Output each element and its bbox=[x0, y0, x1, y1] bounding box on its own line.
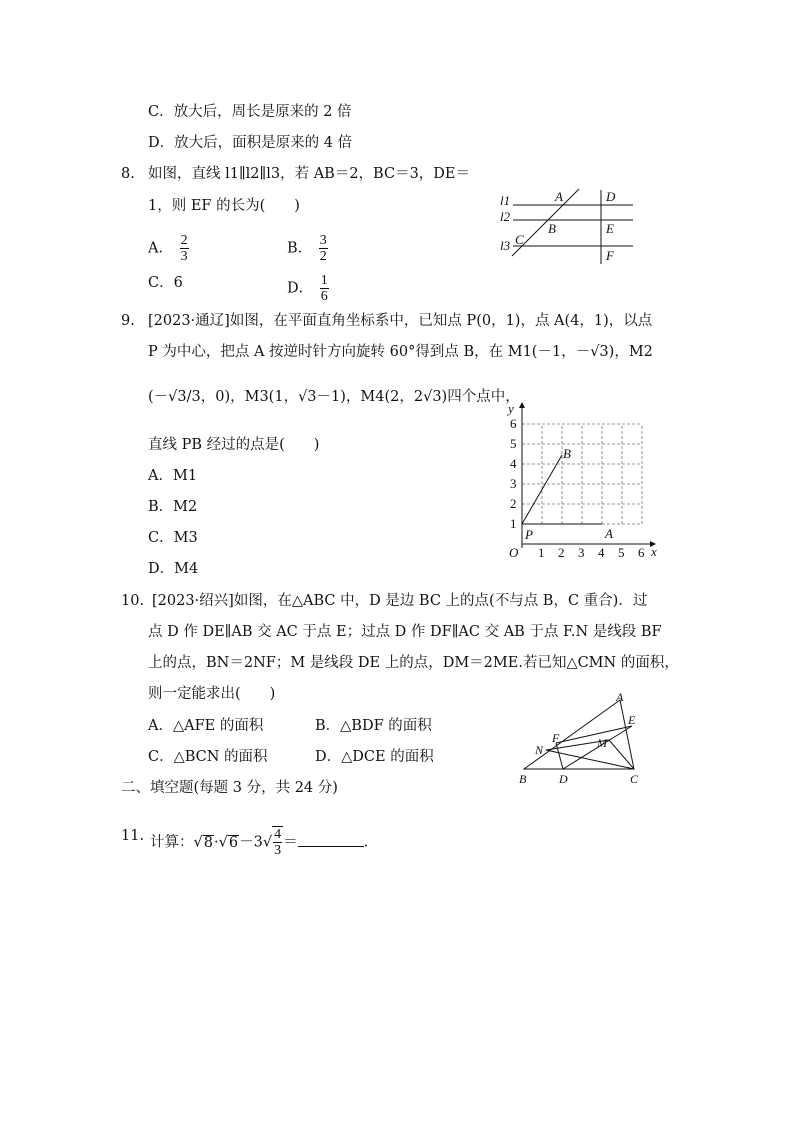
q9-coordinate-graph bbox=[500, 398, 670, 566]
label-c: C bbox=[630, 772, 639, 786]
q9-option-a: A．M1 bbox=[148, 468, 198, 484]
q8-option-d-label: D． bbox=[287, 280, 314, 297]
label-f: F bbox=[552, 731, 560, 745]
q8-option-c-label: C． bbox=[148, 275, 174, 291]
q11-minus: －3 bbox=[239, 834, 263, 851]
section-title-fill-in: 二、填空题(每题 3 分，共 24 分) bbox=[121, 780, 338, 796]
q9-stem-line3: (－√3/3，0)，M3(1，√3－1)，M4(2，2√3)四个点中， bbox=[148, 389, 520, 405]
y-tick-label: 6 bbox=[510, 416, 517, 431]
q11-radical-fraction bbox=[272, 826, 283, 858]
q9-option-d: D．M4 bbox=[148, 561, 199, 577]
q10-stem-line2: 点 D 作 DE∥AB 交 AC 于点 E；过点 D 作 DF∥AC 交 AB 于点 F.N 是线段 BF bbox=[148, 624, 662, 640]
x-tick-label: 3 bbox=[578, 545, 585, 560]
label-a: A bbox=[555, 189, 563, 204]
q9-stem-line4: 直线 PB 经过的点是( ) bbox=[148, 437, 320, 453]
point-a-label: A bbox=[605, 526, 613, 541]
q8-option-a-fraction bbox=[180, 233, 189, 264]
label-l2: l2 bbox=[500, 209, 511, 224]
x-axis-label: x bbox=[651, 544, 657, 559]
q10-option-c: C．△BCN 的面积 bbox=[148, 749, 268, 765]
q10-stem-line1: [2023·绍兴]如图，在△ABC 中，D 是边 BC 上的点(不与点 B，C 重合)．过 bbox=[152, 593, 648, 609]
label-n: N bbox=[535, 743, 544, 757]
q11-answer-blank[interactable] bbox=[298, 834, 364, 847]
q9-stem-line1: [2023·通辽]如图，在平面直角坐标系中，已知点 P(0，1)，点 A(4，1)，以点 bbox=[148, 313, 653, 329]
q8-option-d bbox=[287, 273, 331, 304]
label-l3: l3 bbox=[500, 238, 511, 253]
q7-option-d: D．放大后，面积是原来的 4 倍 bbox=[148, 135, 353, 151]
q8-option-a-denominator: 3 bbox=[180, 249, 188, 264]
label-l1: l1 bbox=[500, 193, 511, 208]
q9-stem-line2: P 为中心，把点 A 按逆时针方向旋转 60°得到点 B，在 M1(－1，－√3)，M2 bbox=[148, 344, 653, 360]
label-b: B bbox=[519, 772, 527, 786]
origin-label: O bbox=[509, 545, 519, 560]
y-tick-label: 3 bbox=[510, 476, 517, 491]
q11-expression: 计算：√8·√6－3√ $\frac{4}{3}$ ＝ . bbox=[150, 827, 369, 858]
label-b: B bbox=[548, 221, 556, 236]
q8-option-d-denominator: 6 bbox=[320, 289, 328, 304]
q8-option-d-fraction bbox=[320, 273, 329, 304]
q8-option-a-label: A． bbox=[148, 240, 173, 257]
y-axis-arrow-icon bbox=[519, 402, 525, 408]
q11-dot: · bbox=[213, 834, 219, 851]
y-tick-label: 5 bbox=[510, 436, 517, 451]
q9-option-b: B．M2 bbox=[148, 499, 198, 515]
q11-radicand-1: 8 bbox=[203, 834, 213, 851]
q11-prefix: 计算： bbox=[150, 834, 194, 851]
q8-option-a bbox=[148, 233, 191, 264]
y-tick-label: 2 bbox=[510, 496, 517, 511]
point-b-label: B bbox=[563, 446, 571, 461]
q8-stem-line1: 如图，直线 l1∥l2∥l3，若 AB＝2，BC＝3，DE＝ bbox=[148, 166, 471, 182]
y-tick-label: 1 bbox=[510, 516, 517, 531]
segment-df bbox=[556, 743, 563, 769]
segment-nc bbox=[546, 750, 634, 769]
q11-number: 11. bbox=[121, 828, 145, 844]
x-tick-label: 1 bbox=[538, 545, 545, 560]
q10-number: 10. bbox=[121, 593, 145, 609]
segment-fe bbox=[556, 726, 632, 743]
y-tick-label: 4 bbox=[510, 456, 517, 471]
q10-stem-line3: 上的点，BN＝2NF；M 是线段 DE 上的点，DM＝2ME.若已知△CMN 的面积， bbox=[148, 655, 679, 671]
q11-frac-denominator: 3 bbox=[274, 843, 282, 858]
x-tick-label: 6 bbox=[638, 545, 645, 560]
q9-number: 9. bbox=[121, 313, 135, 329]
label-m: M bbox=[597, 736, 607, 750]
q7-option-c: C．放大后，周长是原来的 2 倍 bbox=[148, 104, 352, 120]
y-axis-label: y bbox=[508, 401, 514, 416]
q8-option-a-numerator: 2 bbox=[180, 233, 188, 248]
q10-triangle-figure bbox=[510, 690, 660, 788]
q8-option-c-value: 6 bbox=[173, 275, 183, 291]
label-d: D bbox=[559, 772, 568, 786]
q8-option-b bbox=[287, 233, 330, 264]
q11-radicand-2: 6 bbox=[228, 834, 239, 851]
label-e: E bbox=[606, 221, 614, 236]
q8-option-b-numerator: 3 bbox=[319, 233, 327, 248]
q11-frac-numerator: 4 bbox=[274, 827, 282, 842]
q8-option-d-numerator: 1 bbox=[320, 273, 328, 288]
q10-option-d: D．△DCE 的面积 bbox=[315, 749, 434, 765]
q8-option-b-fraction bbox=[319, 233, 328, 264]
q8-option-b-label: B． bbox=[287, 240, 313, 257]
label-a: A bbox=[616, 690, 624, 704]
q10-option-a: A．△AFE 的面积 bbox=[148, 718, 264, 734]
label-d: D bbox=[606, 189, 616, 204]
q8-number: 8. bbox=[121, 166, 135, 182]
q8-option-c bbox=[148, 273, 183, 293]
label-c: C bbox=[515, 232, 524, 247]
q10-option-b: B．△BDF 的面积 bbox=[315, 718, 432, 734]
label-f: F bbox=[606, 248, 614, 263]
point-p-label: P bbox=[525, 527, 533, 542]
label-e: E bbox=[628, 713, 636, 727]
q10-stem-line4: 则一定能求出( ) bbox=[148, 686, 276, 702]
grid-lines bbox=[522, 424, 642, 524]
x-tick-label: 5 bbox=[618, 545, 625, 560]
q9-option-c: C．M3 bbox=[148, 530, 198, 546]
q8-parallel-lines-figure bbox=[495, 184, 640, 268]
q11-equals: ＝ bbox=[283, 834, 298, 851]
q8-option-b-denominator: 2 bbox=[319, 249, 327, 264]
q11-period: . bbox=[363, 834, 369, 851]
x-tick-label: 2 bbox=[558, 545, 565, 560]
q8-stem-line2: 1，则 EF 的长为( ) bbox=[148, 198, 300, 214]
x-tick-label: 4 bbox=[598, 545, 605, 560]
